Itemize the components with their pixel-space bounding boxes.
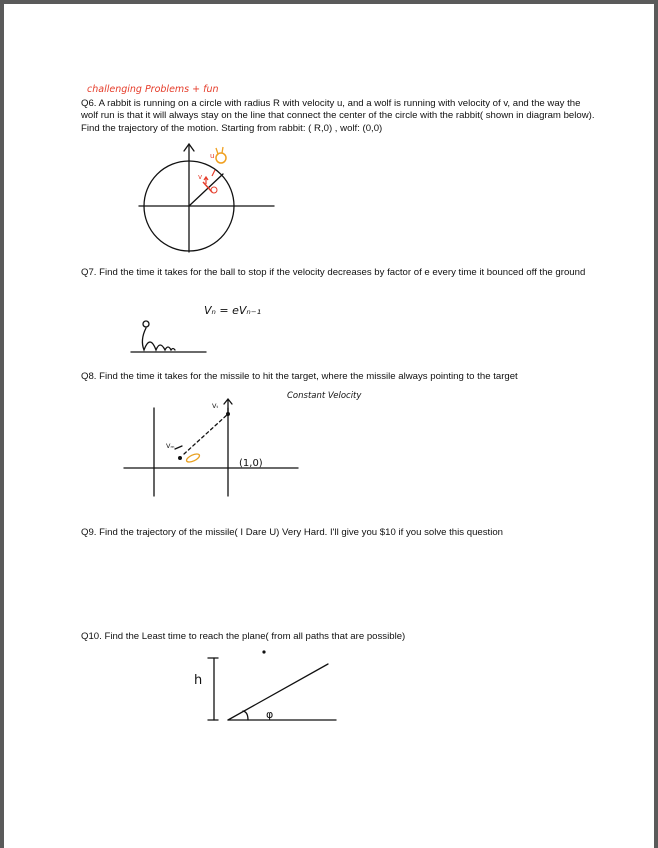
q8-missile-point — [178, 456, 182, 460]
q8-target-label: Vₜ — [212, 402, 219, 410]
q8-point-label: (1,0) — [239, 458, 263, 469]
q8-diagram — [122, 396, 302, 506]
q8-missile-label: Vₘ — [166, 442, 175, 450]
q10-height-label: h — [194, 673, 203, 688]
question-q10: Q10. Find the Least time to reach the plane( from all paths that are possible) — [81, 631, 406, 642]
q8-missile-icon — [185, 452, 200, 463]
q10-angle-label: φ — [266, 708, 274, 721]
question-q7: Q7. Find the time it takes for the ball to stop if the velocity decreases by factor of e every time it bounced off the ground — [81, 267, 586, 278]
header-note: challenging Problems + fun — [87, 84, 219, 95]
question-q9: Q9. Find the trajectory of the missile( I Dare U) Very Hard. I'll give you $10 if you solve this question — [81, 527, 504, 538]
q10-diagram — [184, 644, 344, 724]
q10-point — [262, 650, 265, 653]
q8-target-point — [226, 412, 230, 416]
document-page — [4, 4, 654, 848]
question-q6: Q6. A rabbit is running on a circle with radius R with velocity u, and a wolf is running with velocity of v, and the way the wolf run is that it will always stay on the line that connect the center of the circle with the rabbit( shown in diagram below). Find the trajectory of the motion. Starting from rabbit: ( R,0) , wolf: (0,0) — [81, 98, 595, 134]
q8-note: Constant Velocity — [287, 391, 362, 401]
q6-wolf-label: v — [198, 173, 203, 181]
q6-rabbit-label: u — [210, 152, 215, 160]
q7-formula: Vₙ = eVₙ₋₁ — [204, 304, 262, 317]
q6-rabbit-icon — [216, 153, 226, 163]
question-q8: Q8. Find the time it takes for the missile to hit the target, where the missile always pointing to the target — [81, 371, 518, 382]
q6-diagram — [114, 138, 264, 253]
q7-bouncing-ball-diagram — [126, 320, 226, 360]
